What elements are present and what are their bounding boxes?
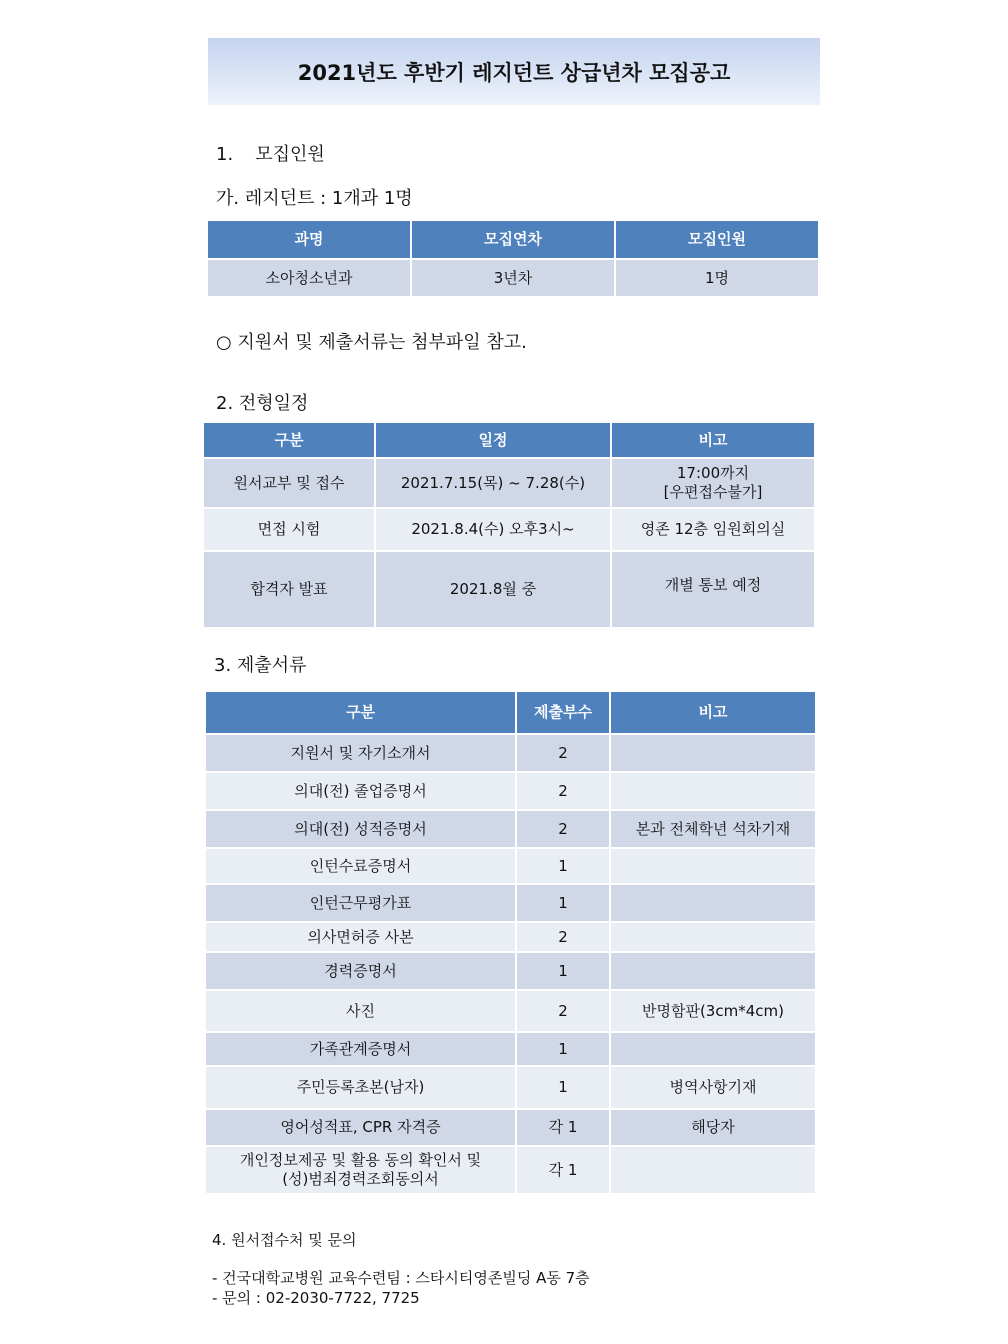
section1-heading: [216, 140, 325, 166]
documents-header: 비고: [610, 692, 815, 734]
schedule-note-line: 17:00까지: [676, 464, 750, 482]
table-row: [206, 1146, 815, 1194]
schedule-header-row: [204, 423, 814, 458]
schedule-cell: 2021.8월 중: [375, 551, 611, 628]
document-name-line: 개인정보제공 및 활용 동의 확인서 및: [239, 1151, 482, 1169]
schedule-cell: 면접 시험: [204, 508, 375, 551]
document-name-line: (성)범죄경력조회동의서: [282, 1170, 439, 1188]
document-remark: [610, 734, 815, 772]
recruit-header-row: [208, 221, 818, 259]
documents-header: 구분: [206, 692, 516, 734]
document-name: 인턴근무평가표: [206, 884, 516, 922]
schedule-cell: 원서교부 및 접수: [204, 458, 375, 508]
contact-phone: - 문의 : 02-2030-7722, 7725: [212, 1289, 420, 1307]
document-remark: [610, 884, 815, 922]
document-count: 각 1: [516, 1146, 610, 1194]
recruit-header: 모집인원: [615, 221, 818, 259]
table-row: [206, 884, 815, 922]
document-count: 2: [516, 922, 610, 952]
table-row: [206, 952, 815, 990]
schedule-table: [204, 423, 814, 629]
document-remark: [610, 772, 815, 810]
attachment-note: ○ 지원서 및 제출서류는 첨부파일 참고.: [216, 332, 527, 353]
document-count: 각 1: [516, 1109, 610, 1146]
table-row: [206, 810, 815, 848]
schedule-cell: 2021.8.4(수) 오후3시~: [375, 508, 611, 551]
document-name: 경력증명서: [206, 952, 516, 990]
document-count: 1: [516, 952, 610, 990]
document-remark: [610, 952, 815, 990]
table-row: [206, 1109, 815, 1146]
table-row: [204, 458, 814, 508]
table-row: [206, 1032, 815, 1066]
schedule-cell: 합격자 발표: [204, 551, 375, 628]
section3-heading: 3. 제출서류: [214, 655, 307, 676]
contact-address: - 건국대학교병원 교육수련팀 : 스타시티영존빌딩 A동 7층: [212, 1269, 590, 1287]
section1-number: 1.: [216, 144, 234, 165]
section1-title: 모집인원: [255, 144, 325, 165]
schedule-cell: 개별 통보 예정: [611, 551, 814, 628]
document-count: 1: [516, 1066, 610, 1109]
recruit-header: 과명: [208, 221, 411, 259]
table-row: [206, 922, 815, 952]
document-name: 의대(전) 성적증명서: [206, 810, 516, 848]
document-count: 2: [516, 810, 610, 848]
table-row: [204, 508, 814, 551]
document-count: 1: [516, 848, 610, 884]
document-count: 1: [516, 1032, 610, 1066]
document-count: 1: [516, 884, 610, 922]
document-name: [206, 1146, 516, 1194]
document-name: 의사면허증 사본: [206, 922, 516, 952]
document-name: 영어성적표, CPR 자격증: [206, 1109, 516, 1146]
documents-header-row: [206, 692, 815, 734]
recruit-cell: 3년차: [411, 259, 615, 297]
table-row: [206, 772, 815, 810]
document-name: 사진: [206, 990, 516, 1032]
table-row: [204, 551, 814, 628]
document-remark: [610, 1032, 815, 1066]
document-remark: [610, 1146, 815, 1194]
document-remark: 병역사항기재: [610, 1066, 815, 1109]
document-name: 지원서 및 자기소개서: [206, 734, 516, 772]
document-count: 2: [516, 734, 610, 772]
table-row: [206, 734, 815, 772]
document-name: 가족관계증명서: [206, 1032, 516, 1066]
document-count: 2: [516, 772, 610, 810]
page-title: 2021년도 후반기 레지던트 상급년차 모집공고: [208, 38, 820, 105]
schedule-note-line: [우편접수불가]: [663, 483, 763, 501]
document-remark: 반명함판(3cm*4cm): [610, 990, 815, 1032]
schedule-cell: [611, 458, 814, 508]
documents-header: 제출부수: [516, 692, 610, 734]
documents-table: [206, 692, 815, 1195]
table-row: [206, 990, 815, 1032]
table-row: [206, 848, 815, 884]
document-count: 2: [516, 990, 610, 1032]
document-name: 인턴수료증명서: [206, 848, 516, 884]
document-name: 주민등록초본(남자): [206, 1066, 516, 1109]
section4-heading: 4. 원서접수처 및 문의: [212, 1231, 357, 1249]
schedule-cell: 영존 12층 임원회의실: [611, 508, 814, 551]
recruit-cell: 소아청소년과: [208, 259, 411, 297]
document-remark: 본과 전체학년 석차기재: [610, 810, 815, 848]
table-row: [208, 259, 818, 297]
schedule-header: 비고: [611, 423, 814, 458]
document-remark: 해당자: [610, 1109, 815, 1146]
recruit-table: [208, 221, 818, 298]
section1-sub: 가. 레지던트 : 1개과 1명: [216, 188, 413, 209]
document-remark: [610, 922, 815, 952]
document-remark: [610, 848, 815, 884]
schedule-header: 일정: [375, 423, 611, 458]
table-row: [206, 1066, 815, 1109]
document-name: 의대(전) 졸업증명서: [206, 772, 516, 810]
recruit-header: 모집연차: [411, 221, 615, 259]
schedule-cell: 2021.7.15(목) ~ 7.28(수): [375, 458, 611, 508]
recruit-cell: 1명: [615, 259, 818, 297]
schedule-header: 구분: [204, 423, 375, 458]
section2-heading: 2. 전형일정: [216, 393, 309, 414]
